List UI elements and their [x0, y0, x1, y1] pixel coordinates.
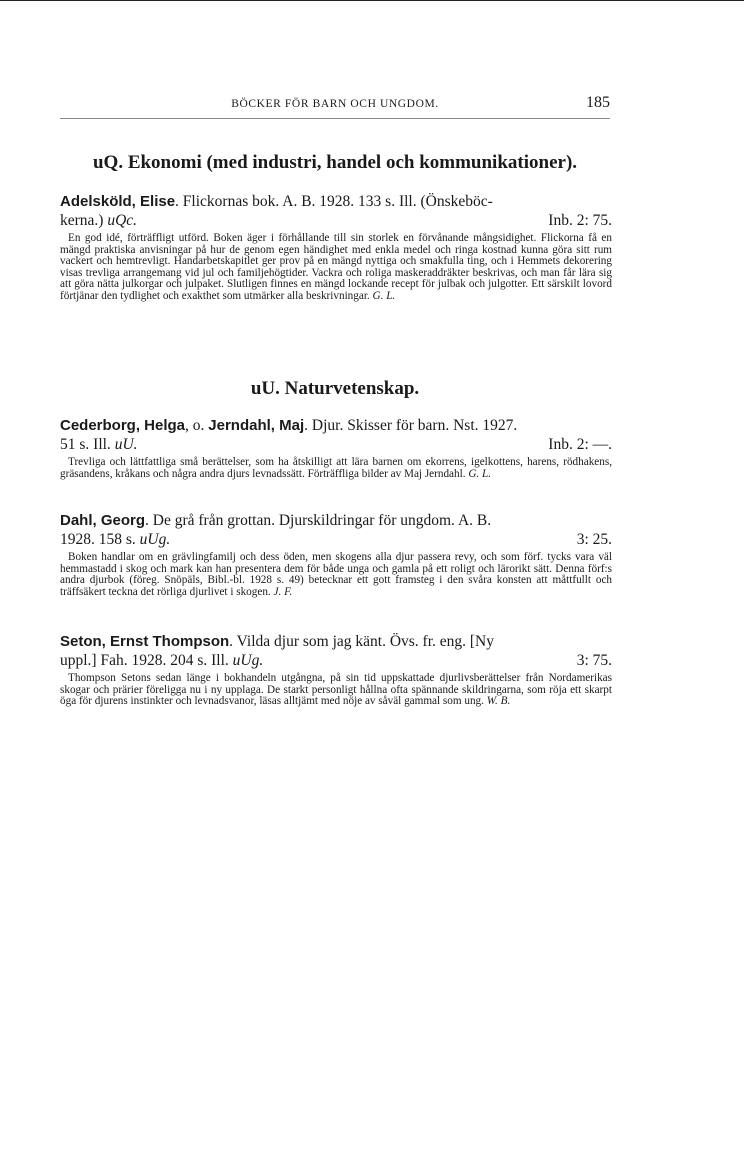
entry-dahl	[60, 511, 612, 598]
entry-classification: uQc.	[107, 212, 138, 229]
review-text: En god idé, förträffligt utförd. Boken äger i förhållande till sin storlek en förvånande mångsidighet. Flickorna få en mängd praktiska anvisningar på hur de genom egen händighet med enkla medel och ringa kostnad kunna göra sitt rum vackert och hemtrevligt. Handarbetskapitlet ger prov på en mängd nyttiga och smakfulla ting, och i Hemmets dekorering visas trevliga arrangemang vid jul och familjehögtider. Vackra och roliga maskeraddräkter beskrivas, och man får lära sig att göra nätta julkorgar och julpaket. Slutligen finnes en mängd lockande recept för julbak och julgotter. Ett särskilt lovord förtjänar den tydlighet och exakthet som utmärker alla beskrivningar.	[60, 232, 612, 302]
entry-heading	[60, 416, 612, 454]
top-border	[0, 0, 744, 1]
entry-bibliographic-line: . De grå från grottan. Djurskildringar för ungdom. A. B.	[145, 512, 492, 529]
section-title-economy: uQ. Ekonomi (med industri, handel och kommunikationer).	[92, 152, 578, 173]
entry-coauthor: Jerndahl, Maj	[208, 417, 305, 434]
review-signature: W. B.	[486, 695, 511, 708]
entry-bibliographic-line: . Flickornas bok. A. B. 1928. 133 s. Ill. (Önskeböc-	[175, 193, 493, 210]
entry-adelskold	[60, 192, 612, 303]
entry-author-suffix: , o.	[185, 417, 209, 434]
page-number: 185	[586, 94, 610, 111]
entry-classification: uUg.	[232, 652, 264, 669]
entry-bibliographic-line: . Vilda djur som jag känt. Övs. fr. eng. [Ny	[229, 633, 495, 650]
review-text: Boken handlar om en grävlingfamilj och dess öden, men skogens alla djur passera revy, och som förf. tycks vara väl hemmastadd i skog och mark kan han presentera dem för både unga och gamla på ett roligt och lärorikt sätt. Denna förf:s andra djurbok (föreg. Snöpäls, Bibl.-bl. 1928 s. 49) betecknar ett gott framsteg i den svåra konsten att måttfullt och träffsäkert teckna det rörliga djurlivet i skogen.	[60, 551, 612, 598]
review-signature: G. L.	[372, 289, 396, 302]
review-text: Trevliga och lättfattliga små berättelser, som ha åtskilligt att lära barnen om ekorrens, igelkottens, harens, rödhakens, gräsandens, kråkans och några andra djurs levnadssätt. Förträffliga bilder av Maj Jerndahl.	[60, 456, 612, 480]
entry-cederborg	[60, 416, 612, 480]
entry-price: 3: 75.	[576, 652, 612, 669]
entry-author: Seton, Ernst Thompson	[60, 633, 230, 650]
entry-bibliographic-line-2: kerna.)	[60, 212, 104, 229]
entry-review	[60, 673, 612, 708]
entry-bibliographic-line: . Djur. Skisser för barn. Nst. 1927.	[304, 417, 518, 434]
entry-bibliographic-line-2: 1928. 158 s.	[60, 531, 136, 548]
entry-bibliographic-line-2: uppl.] Fah. 1928. 204 s. Ill.	[60, 652, 229, 669]
review-text: Thompson Setons sedan länge i bokhandeln utgångna, på sin tid uppskattade djurlivsberättelser från Nordamerikas skogar och prärier föreligga nu i ny upplaga. De starkt personligt hållna ofta spännande skildringarna, som röja ett skarpt öga för djurens instinkter och levnadsvanor, läsas alltjämt med nöje av såväl gammal som ung.	[60, 672, 612, 708]
entry-author: Adelsköld, Elise	[60, 193, 176, 210]
entry-author: Dahl, Georg	[60, 512, 146, 529]
running-title: BÖCKER FÖR BARN OCH UNGDOM.	[231, 98, 439, 110]
review-signature: J. F.	[273, 585, 293, 598]
header-rule	[60, 118, 610, 119]
entry-review	[60, 233, 612, 303]
entry-heading	[60, 192, 612, 230]
entry-price: Inb. 2: —.	[548, 436, 612, 453]
entry-classification: uU.	[114, 436, 138, 453]
entry-author: Cederborg, Helga	[60, 417, 186, 434]
entry-review	[60, 552, 612, 598]
entry-seton	[60, 632, 612, 708]
entry-price: Inb. 2: 75.	[548, 212, 612, 229]
entry-classification: uUg.	[139, 531, 171, 548]
entry-review	[60, 457, 612, 480]
entry-heading	[60, 511, 612, 549]
entry-bibliographic-line-2: 51 s. Ill.	[60, 436, 111, 453]
review-signature: G. L.	[468, 467, 492, 480]
page-header	[60, 94, 610, 116]
entry-price: 3: 25.	[576, 531, 612, 548]
entry-heading	[60, 632, 612, 670]
section-title-natural-science: uU. Naturvetenskap.	[250, 378, 420, 399]
